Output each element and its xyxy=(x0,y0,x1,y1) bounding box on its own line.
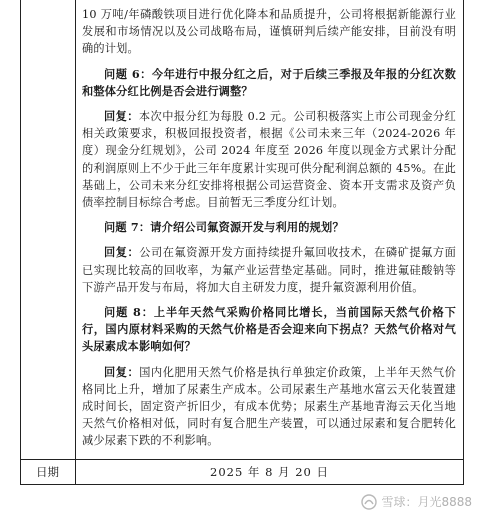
date-label: 日期 xyxy=(36,464,59,479)
record-content xyxy=(82,6,456,450)
answer-8-text: 国内化肥用天然气价格是执行单独定价政策，上半年天然气价格同比上升，增加了尿素生产成本。公司尿素生产基地水富云天化装置建成时间长，固定资产折旧少，有成本优势；尿素生产基地青海云天化当地天然气价格相对低，同时有复合肥生产装置，可以通过尿素和复合肥转化减少尿素下跌的不利影响。 xyxy=(82,365,456,448)
watermark xyxy=(361,493,472,510)
answer-6 xyxy=(82,108,456,211)
answer-lead: 回复： xyxy=(104,364,140,379)
answer-7-text: 公司在氟资源开发方面持续提升氟回收技术，在磷矿提氟方面已实现比较高的回收率，为氟产业运营垫定基础。同时，推进氟硅酸钠等下游产品开发与布局，将加大自主研发力度，提升氟资源利用价值。 xyxy=(82,246,456,294)
date-value: 2025 年 8 月 20 日 xyxy=(210,464,329,479)
answer-6-text: 本次中报分红为每股 0.2 元。公司积极落实上市公司现金分红相关政策要求，积极回报投资者，根据《公司未来三年（2024-2026 年度）现金分红规划》，公司 2024 年度至 2026 年度以现金方式累计分配的利润原则上不少于此三年年度累计实现可供分配利润总额的 45%。在此基础上，公司未来分红安排将根据公司运营资金、资本开支需求及资产负债率控制目标综合考虑。目前暂无三季度分红计划。 xyxy=(82,110,457,210)
answer-8 xyxy=(82,364,456,450)
question-7: 问题 7：请介绍公司氟资源开发与利用的规划？ xyxy=(104,220,344,235)
answer-lead: 回复： xyxy=(104,245,140,260)
intro-paragraph: 10 万吨/年磷酸铁项目进行优化降本和品质提升，公司将根据新能源行业发展和市场情况以及公司战略布局，谨慎研判后续产能安排，目前没有明确的计划。 xyxy=(82,8,456,56)
snowball-logo-icon xyxy=(361,494,377,510)
question-8: 问题 8：上半年天然气采购价格同比增长，当前国际天然气价格下行，国内原材料采购的天然气价格是否会迎来向下拐点？天然气价格对气头尿素成本影响如何？ xyxy=(82,305,456,354)
watermark-text: 雪球：月光8888 xyxy=(381,495,472,509)
column-divider xyxy=(75,0,76,484)
answer-7 xyxy=(82,244,456,296)
question-6: 问题 6：今年进行中报分红之后，对于后续三季报及年报的分红次数和整体分红比例是否会进行调整？ xyxy=(82,66,456,98)
answer-lead: 回复： xyxy=(104,109,139,124)
